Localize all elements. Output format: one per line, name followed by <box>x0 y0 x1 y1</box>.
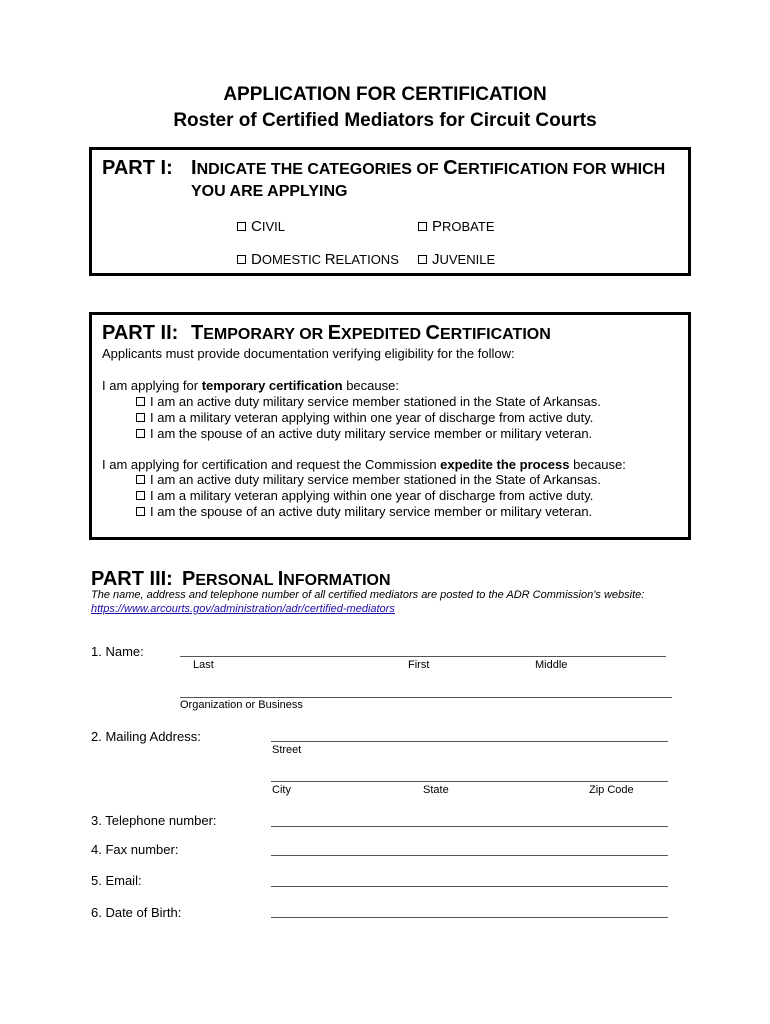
city-label: City <box>272 784 291 796</box>
temp-option-2[interactable]: I am a military veteran applying within one year of discharge from active duty. <box>136 410 593 425</box>
document-subtitle: Roster of Certified Mediators for Circuit Courts <box>173 110 597 131</box>
option-domestic-relations[interactable]: DOMESTIC RELATIONS <box>237 251 399 268</box>
middle-label: Middle <box>535 659 568 671</box>
mailing-address-label: 2. Mailing Address: <box>91 729 201 744</box>
organization-input[interactable] <box>180 697 672 698</box>
city-state-zip-input[interactable] <box>271 781 668 782</box>
option-juvenile[interactable]: JUVENILE <box>418 251 495 268</box>
part3-note: The name, address and telephone number of all certified mediators are posted to the ADR Commission’s website: <box>91 589 645 601</box>
telephone-label: 3. Telephone number: <box>91 813 217 828</box>
last-label: Last <box>193 659 214 671</box>
part2-intro: Applicants must provide documentation verifying eligibility for the follow: <box>102 346 515 361</box>
expedite-statement: I am applying for certification and request the Commission expedite the process because: <box>102 457 626 472</box>
certified-mediators-link[interactable]: https://www.arcourts.gov/administration/adr/certified-mediators <box>91 603 395 615</box>
option-probate[interactable]: PROBATE <box>418 218 495 235</box>
date-of-birth-label: 6. Date of Birth: <box>91 905 182 920</box>
temp-option-3[interactable]: I am the spouse of an active duty military service member or military veteran. <box>136 426 592 441</box>
fax-input[interactable] <box>271 855 668 856</box>
expedite-option-3[interactable]: I am the spouse of an active duty military service member or military veteran. <box>136 504 592 519</box>
name-input[interactable] <box>180 656 666 657</box>
checkbox-temp-3[interactable] <box>136 429 145 438</box>
part3-heading: PERSONAL INFORMATION <box>182 568 391 590</box>
expedite-option-1[interactable]: I am an active duty military service member stationed in the State of Arkansas. <box>136 472 601 487</box>
temp-option-1[interactable]: I am an active duty military service member stationed in the State of Arkansas. <box>136 394 601 409</box>
organization-label: Organization or Business <box>180 699 303 711</box>
street-label: Street <box>272 744 302 756</box>
email-input[interactable] <box>271 886 668 887</box>
part1-label: PART I: <box>102 157 173 179</box>
part3-label: PART III: <box>91 568 173 590</box>
part2-label: PART II: <box>102 322 179 344</box>
part1-heading: INDICATE THE CATEGORIES OF CERTIFICATION FOR WHICH <box>191 157 666 179</box>
temp-cert-statement: I am applying for temporary certification because: <box>102 378 399 393</box>
checkbox-domestic-relations[interactable] <box>237 255 246 264</box>
checkbox-probate[interactable] <box>418 222 427 231</box>
checkbox-expedite-2[interactable] <box>136 491 145 500</box>
first-label: First <box>408 659 430 671</box>
fax-label: 4. Fax number: <box>91 842 179 857</box>
telephone-input[interactable] <box>271 826 668 827</box>
date-of-birth-input[interactable] <box>271 917 668 918</box>
checkbox-civil[interactable] <box>237 222 246 231</box>
checkbox-expedite-3[interactable] <box>136 507 145 516</box>
checkbox-temp-2[interactable] <box>136 413 145 422</box>
email-label: 5. Email: <box>91 873 142 888</box>
part1-heading-line2: YOU ARE APPLYING <box>191 183 348 200</box>
checkbox-expedite-1[interactable] <box>136 475 145 484</box>
option-civil[interactable]: CIVIL <box>237 218 285 235</box>
checkbox-temp-1[interactable] <box>136 397 145 406</box>
checkbox-juvenile[interactable] <box>418 255 427 264</box>
name-label: 1. Name: <box>91 644 144 659</box>
expedite-option-2[interactable]: I am a military veteran applying within one year of discharge from active duty. <box>136 488 593 503</box>
street-input[interactable] <box>271 741 668 742</box>
document-title: APPLICATION FOR CERTIFICATION <box>223 84 547 105</box>
part2-heading: TEMPORARY OR EXPEDITED CERTIFICATION <box>191 322 551 344</box>
zip-code-label: Zip Code <box>589 784 634 796</box>
state-label: State <box>423 784 449 796</box>
